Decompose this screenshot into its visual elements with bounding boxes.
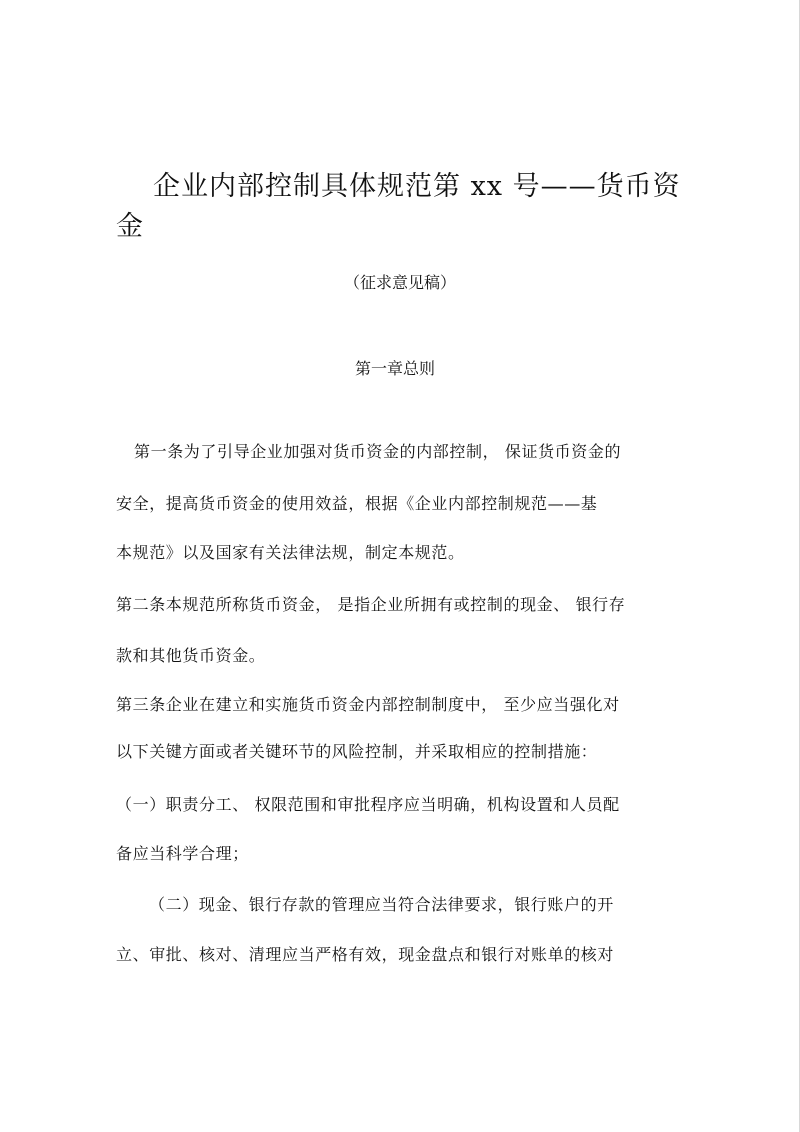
body-line: 本规范》以及国家有关法律法规，制定本规范。: [116, 543, 465, 562]
document-subtitle: （征求意见稿）: [343, 273, 456, 292]
body-line: 备应当科学合理；: [116, 844, 249, 863]
document-title-line-2: 金: [116, 211, 144, 242]
body-line: 第一条为了引导企业加强对货币资金的内部控制， 保证货币资金的: [134, 442, 622, 461]
body-line: 第二条本规范所称货币资金， 是指企业所拥有或控制的现金、 银行存: [116, 595, 626, 614]
body-line: 第三条企业在建立和实施货币资金内部控制制度中， 至少应当强化对: [116, 695, 620, 714]
chapter-heading: 第一章总则: [354, 359, 435, 378]
body-line: 款和其他货币资金。: [116, 646, 266, 665]
document-title-line-1: 企业内部控制具体规范第 xx 号——货币资: [153, 171, 681, 202]
body-line: （二）现金、银行存款的管理应当符合法律要求，银行账户的开: [149, 895, 614, 914]
body-line: 以下关键方面或者关键环节的风险控制，并采取相应的控制措施：: [116, 742, 598, 761]
body-line: 立、审批、核对、清理应当严格有效，现金盘点和银行对账单的核对: [116, 945, 615, 964]
body-line: 安全，提高货币资金的使用效益，根据《企业内部控制规范——基: [116, 494, 598, 513]
body-line: （一）职责分工、 权限范围和审批程序应当明确，机构设置和人员配: [116, 795, 620, 814]
